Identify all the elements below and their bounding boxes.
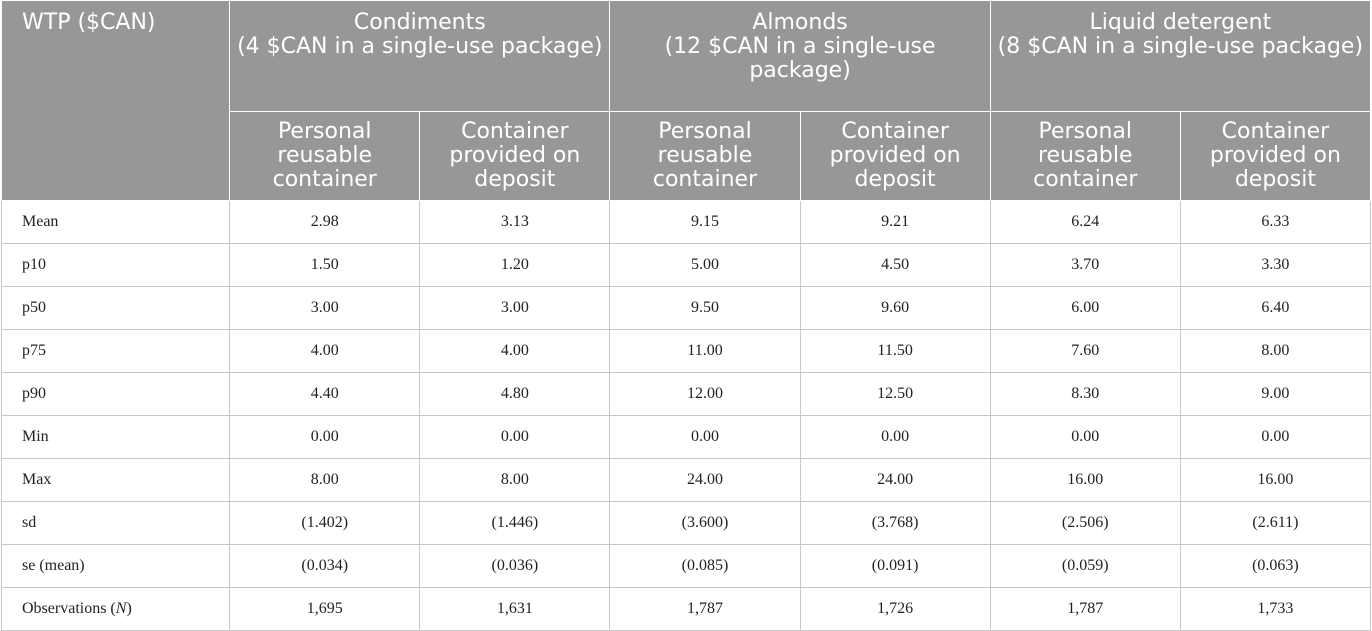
subcol-header: Container provided on deposit — [800, 112, 990, 201]
row-label — [2, 502, 230, 545]
subcol-header: Personal reusable container — [990, 112, 1180, 201]
table-cell: (3.600) — [610, 502, 800, 545]
table-cell: 9.15 — [610, 201, 800, 244]
table-cell: 4.00 — [230, 330, 420, 373]
table-cell: (2.506) — [990, 502, 1180, 545]
row-label-header: WTP ($CAN) — [2, 1, 230, 201]
table-cell: 8.30 — [990, 373, 1180, 416]
table-cell: (0.063) — [1180, 545, 1370, 588]
table-cell: 1.50 — [230, 244, 420, 287]
table-cell: 11.00 — [610, 330, 800, 373]
table-row — [2, 244, 1371, 287]
table-cell: 1,787 — [990, 588, 1180, 631]
row-label-text: Min — [22, 428, 49, 445]
table-cell: 1,631 — [420, 588, 610, 631]
group-subtitle: (4 $CAN in a single-use package) — [237, 34, 603, 59]
table-cell: 9.60 — [800, 287, 990, 330]
subcol-header: Personal reusable container — [230, 112, 420, 201]
table-cell: 9.50 — [610, 287, 800, 330]
subcol-header: Container provided on deposit — [420, 112, 610, 201]
table-cell: 3.70 — [990, 244, 1180, 287]
group-header-liquid-detergent — [990, 1, 1370, 112]
header-row-groups — [2, 1, 1371, 112]
table-cell: 6.33 — [1180, 201, 1370, 244]
row-label — [2, 373, 230, 416]
table-cell: 16.00 — [1180, 459, 1370, 502]
table-cell: 4.00 — [420, 330, 610, 373]
group-title: Liquid detergent — [1089, 10, 1272, 35]
table-cell: 7.60 — [990, 330, 1180, 373]
row-label-text: se (mean) — [22, 557, 85, 574]
row-label-text: Mean — [22, 213, 59, 230]
table-cell: 6.24 — [990, 201, 1180, 244]
table-cell: 1,733 — [1180, 588, 1370, 631]
table-cell: (0.085) — [610, 545, 800, 588]
table-row — [2, 330, 1371, 373]
table-cell: 11.50 — [800, 330, 990, 373]
table-cell: 6.40 — [1180, 287, 1370, 330]
table-cell: 12.50 — [800, 373, 990, 416]
group-title: Condiments — [353, 10, 486, 35]
table-row — [2, 201, 1371, 244]
table-row — [2, 588, 1371, 631]
table-row — [2, 459, 1371, 502]
table-cell: 12.00 — [610, 373, 800, 416]
table-cell: 1.20 — [420, 244, 610, 287]
row-label-text: p50 — [22, 299, 46, 316]
table-cell: 3.13 — [420, 201, 610, 244]
table-cell: (0.034) — [230, 545, 420, 588]
row-label-text: Max — [22, 471, 52, 488]
table-cell: (1.446) — [420, 502, 610, 545]
table-cell: 9.21 — [800, 201, 990, 244]
table-cell: (0.091) — [800, 545, 990, 588]
table-cell: 0.00 — [610, 416, 800, 459]
group-subtitle: (8 $CAN in a single-use package) — [997, 34, 1364, 59]
table-cell: 3.30 — [1180, 244, 1370, 287]
row-label — [2, 588, 230, 631]
table-cell: 1,726 — [800, 588, 990, 631]
row-label-text: Observations ( — [22, 600, 116, 617]
table-cell: 3.00 — [230, 287, 420, 330]
row-label-text: p90 — [22, 385, 46, 402]
table-cell: 3.00 — [420, 287, 610, 330]
table-cell: (3.768) — [800, 502, 990, 545]
table-cell: 9.00 — [1180, 373, 1370, 416]
table-cell: 24.00 — [800, 459, 990, 502]
table-cell: 8.00 — [1180, 330, 1370, 373]
row-label-text: sd — [22, 514, 37, 531]
group-subtitle: (12 $CAN in a single-use package) — [664, 34, 936, 83]
table-cell: 6.00 — [990, 287, 1180, 330]
table-header — [2, 1, 1371, 201]
table-cell: 2.98 — [230, 201, 420, 244]
group-header-condiments — [230, 1, 610, 112]
table-cell: 0.00 — [1180, 416, 1370, 459]
row-label — [2, 330, 230, 373]
row-label-symbol: N — [115, 600, 127, 617]
row-label — [2, 287, 230, 330]
table-cell: 16.00 — [990, 459, 1180, 502]
table-cell: 24.00 — [610, 459, 800, 502]
row-label-suffix: ) — [126, 600, 132, 617]
group-header-almonds — [610, 1, 990, 112]
row-label-text: p75 — [22, 342, 46, 359]
subcol-header: Personal reusable container — [610, 112, 800, 201]
row-label — [2, 416, 230, 459]
group-title: Almonds — [752, 10, 848, 35]
subcol-header: Container provided on deposit — [1180, 112, 1370, 201]
row-label — [2, 201, 230, 244]
table-cell: 8.00 — [420, 459, 610, 502]
table-cell: 1,695 — [230, 588, 420, 631]
table-cell: (2.611) — [1180, 502, 1370, 545]
table-cell: 0.00 — [230, 416, 420, 459]
row-label-text: p10 — [22, 256, 46, 273]
table-cell: (0.059) — [990, 545, 1180, 588]
table-row — [2, 545, 1371, 588]
row-label — [2, 459, 230, 502]
row-label — [2, 545, 230, 588]
table-row — [2, 287, 1371, 330]
wtp-table — [1, 0, 1371, 631]
table-body — [2, 201, 1371, 631]
table-cell: (0.036) — [420, 545, 610, 588]
table-cell: 5.00 — [610, 244, 800, 287]
table-row — [2, 416, 1371, 459]
row-label — [2, 244, 230, 287]
table-row — [2, 502, 1371, 545]
table-cell: 0.00 — [800, 416, 990, 459]
table-cell: (1.402) — [230, 502, 420, 545]
table-cell: 4.80 — [420, 373, 610, 416]
table-row — [2, 373, 1371, 416]
table-cell: 8.00 — [230, 459, 420, 502]
table-cell: 1,787 — [610, 588, 800, 631]
table-cell: 4.40 — [230, 373, 420, 416]
table-cell: 0.00 — [990, 416, 1180, 459]
table-cell: 0.00 — [420, 416, 610, 459]
table-cell: 4.50 — [800, 244, 990, 287]
